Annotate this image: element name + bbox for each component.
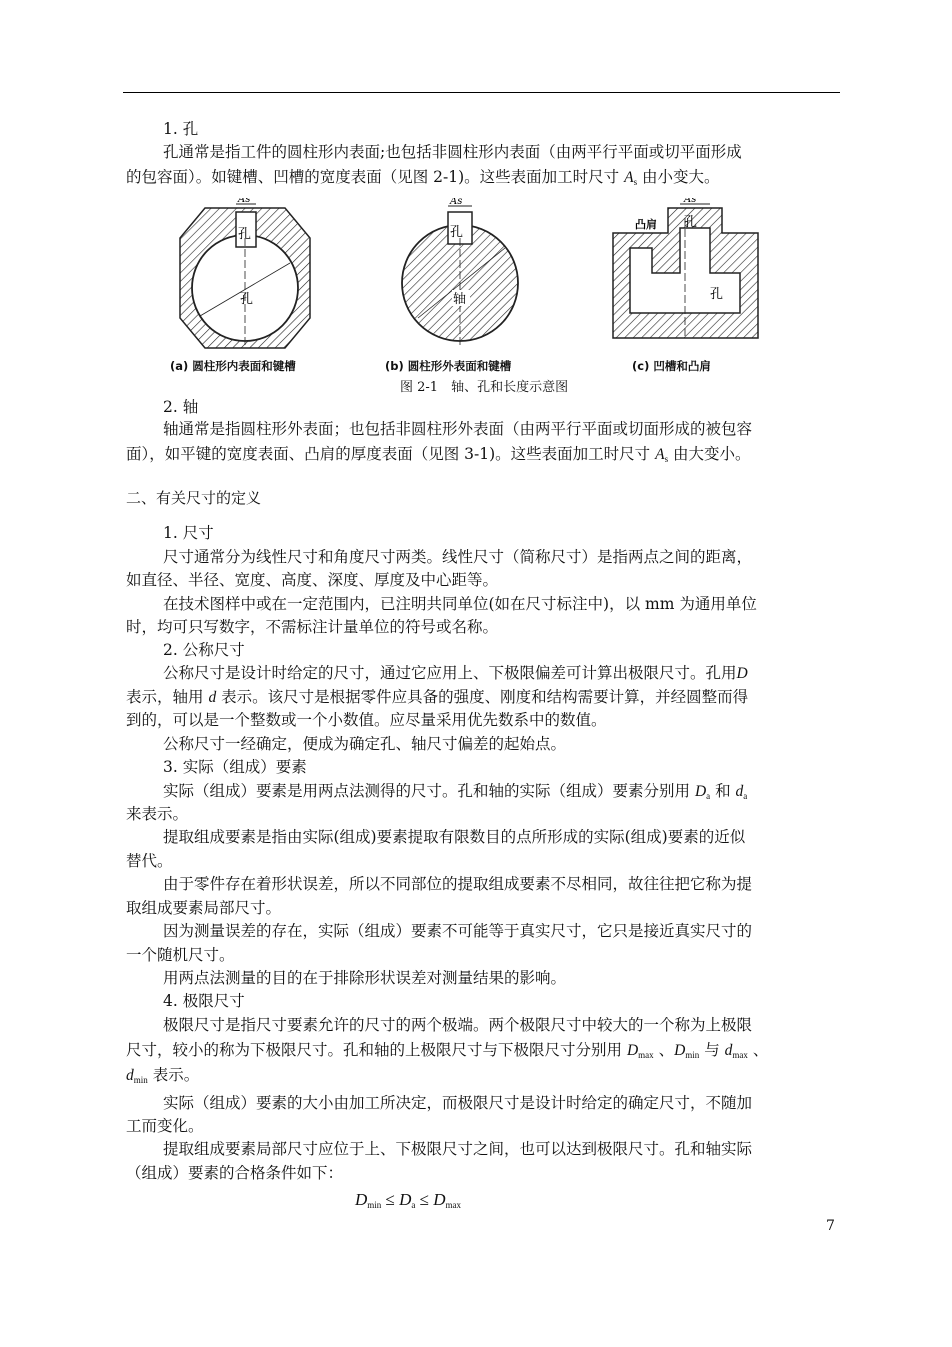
paragraph-line: 用两点法测量的目的在于排除形状误差对测量结果的影响。 [163, 969, 567, 987]
chapter-heading: 二、有关尺寸的定义 [126, 489, 262, 507]
label-as: As [684, 198, 697, 205]
section-heading-hole: 1. 孔 [163, 120, 199, 138]
paragraph-line: 实际（组成）要素是用两点法测得的尺寸。孔和轴的实际（组成）要素分别用 $D_a$ 和 $d_a$ [163, 782, 748, 801]
paragraph-line: （组成）要素的合格条件如下： [126, 1164, 344, 1182]
paragraph-line: 尺寸通常分为线性尺寸和角度尺寸两类。线性尺寸（简称尺寸）是指两点之间的距离， [163, 548, 753, 566]
paragraph-line: 公称尺寸一经确定，便成为确定孔、轴尺寸偏差的起始点。 [163, 735, 567, 753]
paragraph-line: 面），如平键的宽度表面、凸肩的厚度表面（见图 3-1)。这些表面加工时尺寸 $A_s$ 由大变小。 [126, 445, 751, 464]
paragraph-line: 因为测量误差的存在，实际（组成）要素不可能等于真实尺寸，它只是接近真实尺寸的 [163, 922, 753, 940]
label-shoulder: 凸肩 [635, 218, 657, 231]
page-number: 7 [826, 1218, 835, 1234]
label-hole: 孔 [710, 287, 724, 302]
paragraph-line: 由于零件存在着形状误差，所以不同部位的提取组成要素不尽相同，故往往把它称为提 [163, 875, 753, 893]
label-hole: 孔 [684, 215, 698, 230]
paragraph-line: 工而变化。 [126, 1117, 204, 1135]
section-heading-limit: 4. 极限尺寸 [163, 992, 245, 1010]
paragraph-line: 时，均可只写数字，不需标注计量单位的符号或名称。 [126, 618, 499, 636]
caption-c: (c) 凹槽和凸肩 [632, 359, 711, 373]
paragraph-line: 极限尺寸是指尺寸要素允许的尺寸的两个极端。两个极限尺寸中较大的一个称为上极限 [163, 1016, 753, 1034]
paragraph-line: $d_{min}$ 表示。 [126, 1066, 200, 1085]
caption-a: (a) 圆柱形内表面和键槽 [170, 359, 296, 373]
diagram-b-external-cylinder [402, 198, 518, 348]
paragraph-line: 来表示。 [126, 805, 189, 823]
paragraph-line: 孔通常是指工件的圆柱形内表面;也包括非圆柱形内表面（由两平行平面或切平面形成 [163, 143, 742, 161]
section-heading-nominal: 2. 公称尺寸 [163, 641, 245, 659]
formula-hole-condition: $D_{min} \le D_a \le D_{max}$ [355, 1190, 462, 1210]
paragraph-line: 实际（组成）要素的大小由加工所决定，而极限尺寸是设计时给定的确定尺寸，不随加 [163, 1094, 753, 1112]
diagram-c-groove-shoulder [613, 198, 758, 338]
caption-b: (b) 圆柱形外表面和键槽 [385, 359, 512, 373]
paragraph-line: 提取组成要素局部尺寸应位于上、下极限尺寸之间，也可以达到极限尺寸。孔和轴实际 [163, 1140, 753, 1158]
diagram-a-internal-cylinder [180, 198, 310, 348]
figure-title: 图 2-1 轴、孔和长度示意图 [400, 380, 569, 395]
paragraph-line: 一个随机尺寸。 [126, 946, 235, 964]
label-as: As [238, 198, 251, 205]
paragraph-line: 到的，可以是一个整数或一个小数值。应尽量采用优先数系中的数值。 [126, 711, 607, 729]
paragraph-line: 的包容面）。如键槽、凹槽的宽度表面（见图 2-1)。这些表面加工时尺寸 $A_s$ 由小变大。 [126, 168, 720, 187]
paragraph-line: 如直径、半径、宽度、高度、深度、厚度及中心距等。 [126, 571, 499, 589]
paragraph-line: 表示，轴用 d 表示。该尺寸是根据零件应具备的强度、刚度和结构需要计算，并经圆整而得 [126, 688, 749, 706]
section-heading-dimension: 1. 尺寸 [163, 524, 214, 542]
label-shaft: 轴 [453, 292, 467, 307]
label-hole: 孔 [240, 292, 254, 307]
section-heading-actual: 3. 实际（组成）要素 [163, 758, 307, 776]
figure-2-1 [170, 198, 770, 398]
paragraph-line: 尺寸，较小的称为下极限尺寸。孔和轴的上极限尺寸与下极限尺寸分别用 $D_{max}$ 、$D_{min}$ 与 $d_{max}$ 、 [126, 1041, 769, 1060]
paragraph-line: 替代。 [126, 852, 173, 870]
label-hole: 孔 [450, 225, 464, 240]
paragraph-line: 取组成要素局部尺寸。 [126, 899, 282, 917]
section-heading-shaft: 2. 轴 [163, 398, 199, 416]
figure-diagrams [170, 198, 770, 373]
paragraph-line: 公称尺寸是设计时给定的尺寸，通过它应用上、下极限偏差可计算出极限尺寸。孔用D [163, 664, 748, 682]
label-hole: 孔 [238, 227, 252, 242]
label-as: As [450, 198, 463, 207]
paragraph-line: 提取组成要素是指由实际(组成)要素提取有限数目的点所形成的实际(组成)要素的近似 [163, 828, 746, 846]
paragraph-line: 在技术图样中或在一定范围内，已注明共同单位(如在尺寸标注中)，以 mm 为通用单位 [163, 595, 757, 613]
header-rule [123, 92, 840, 93]
paragraph-line: 轴通常是指圆柱形外表面；也包括非圆柱形外表面（由两平行平面或切面形成的被包容 [163, 420, 753, 438]
